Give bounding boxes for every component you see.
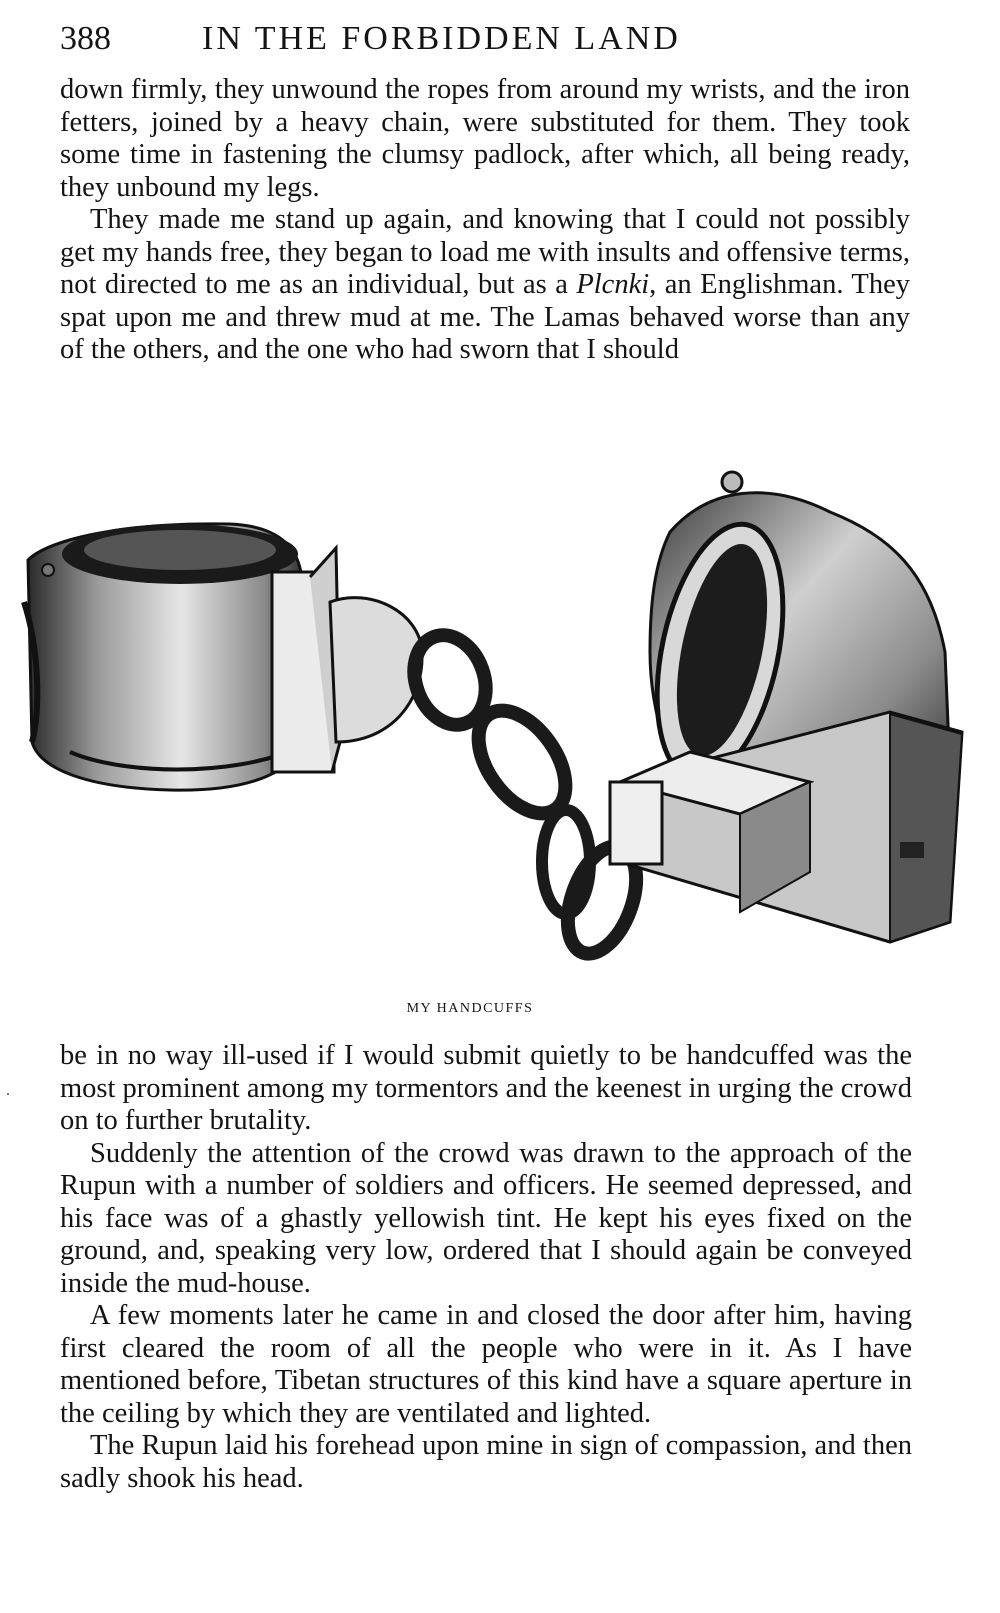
paragraph: down firmly, they unwound the ropes from around my wrists, and the iron fetters, joined by a heavy chain, were substituted for them. They took some time in fastening the clumsy padlock, after which, all being ready, they unbound my legs. [60,74,910,203]
body-text-upper [60,74,910,367]
body-text-lower [60,1040,912,1495]
paragraph: A few moments later he came in and closed the door after him, having first cleared the room of all the people who were in it. As I have mentioned before, Tibetan structures of this kind have a square aperture in the ceiling by which they are ventilated and lighted. [60,1300,912,1429]
page-number: 388 [60,20,111,57]
paragraph: They made me stand up again, and knowing that I could not possibly get my hands free, they began to load me with insults and offensive terms, not directed to me as an individual, but as a Plcnki, an Englishman. They spat upon me and threw mud at me. The Lamas behaved worse than any of the others, and the one who had sworn that I should [60,204,910,365]
running-head: IN THE FORBIDDEN LAND [202,20,681,57]
figure-caption: MY HANDCUFFS [406,1001,534,1016]
paragraph: Suddenly the attention of the crowd was drawn to the approach of the Rupun with a number of soldiers and officers. He seemed depressed, and his face was of a ghastly yellowish tint. He kept his eyes fixed on the ground, and, speaking very low, ordered that I should again be conveyed inside the mud-house. [60,1137,912,1299]
paragraph: be in no way ill-used if I would submit quietly to be handcuffed was the most prominent among my tormentors and the keenest in urging the crowd on to further brutality. [60,1040,912,1136]
italic-term: Plcnki [576,269,650,300]
page-header [60,14,910,64]
left-cuff [24,524,306,790]
scan-speck [7,1093,9,1095]
left-hinge-block [272,548,422,772]
paragraph: The Rupun laid his forehead upon mine in sign of compassion, and then sadly shook his head. [60,1430,912,1494]
handcuffs-illustration [10,452,970,992]
